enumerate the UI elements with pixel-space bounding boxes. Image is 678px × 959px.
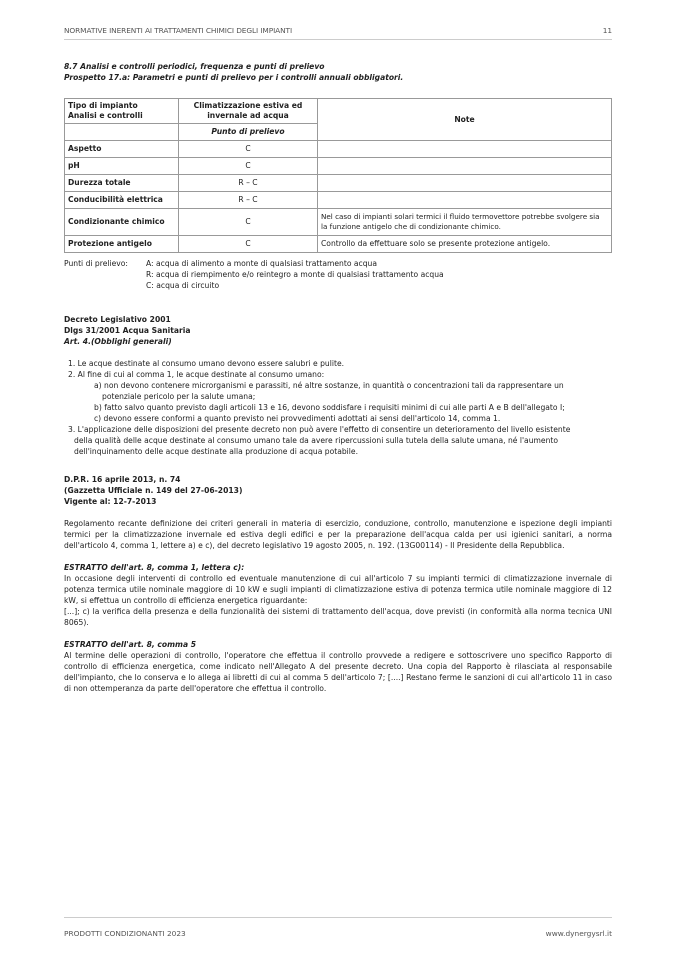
list-item: C: acqua di circuito [146,281,220,290]
header-divider [64,39,612,40]
section-heading [64,61,612,83]
list-item: 2. Al fine di cui al comma 1, le acque destinate al consumo umano: [68,370,325,379]
table-row: Conducibilità elettrica R – C [65,192,612,209]
footer-left: PRODOTTI CONDIZIONANTI 2023 [64,929,186,938]
list-item: 3. L'applicazione delle disposizioni del presente decreto non può avere l'effetto di consentire un deterioramento del livello esistente [68,425,571,434]
table-row: Durezza totale R – C [65,175,612,192]
section-title: 8.7 Analisi e controlli periodici, frequenza e punti di prelievo [64,62,325,71]
table-row: Aspetto C [65,141,612,158]
header-title: NORMATIVE INERENTI AI TRATTAMENTI CHIMICI DEGLI IMPIANTI [64,26,293,35]
parameters-table [64,98,612,253]
page-number: 11 [602,26,612,35]
dpr-intro: Regolamento recante definizione dei criteri generali in materia di esercizio, conduzione, controllo, manutenzione e ispezione degli impianti termici per la climatizzazione invernale ed estiva degli edifici e per la preparazione dell'acqua calda per usi igienici sanitari, a norma dell'articolo 4, comma 1, lettere a) e c), del decreto legislativo 19 agosto 2005, n. 192. (13G00114) - Il Presidente della Repubblica. [64,519,612,550]
table-header-row [65,99,612,124]
sampling-points-list [146,258,444,291]
sampling-points-label: Punti di prelievo: [64,259,128,268]
list-item: a) non devono contenere microrganismi e parassiti, né altre sostanze, in quantità o concentrazioni tali da rappresentare un [94,381,564,390]
table-row: Condizionante chimico C Nel caso di impianti solari termici il fluido termovettore potrebbe svolgere sia la funzione antigelo che di condizionante chimico. [65,209,612,236]
list-item: 1. Le acque destinate al consumo umano devono essere salubri e pulite. [68,359,345,368]
table-row: pH C [65,158,612,175]
header-col2: Climatizzazione estiva ed invernale ad acqua [179,99,318,124]
decreto-section: Decreto Legislativo 2001 Dlgs 31/2001 Acqua Sanitaria Art. 4.(Obblighi generali) 1. Le acque destinate al consumo umano devono essere salubri e pulite. 2. Al fine di cui al comma 1, le acque destinate al consumo umano: a) non devono contenere microrganismi e parassiti, né altre sostanze, in quantità o concentrazioni tali da rappresentare un potenziale pericolo per la salute umana; b) fatto salvo quanto previsto dagli articoli 13 e 16, devono soddisfare i requisiti minimi di cui alle parti A e B dell'allegato I; c) devono essere conformi a quanto previsto nei provvedimenti adottati ai sensi dell'articolo 14, comma 1. 3. L'applicazione delle disposizioni del presente decreto non può avere l'effetto di consentire un deterioramento del livello esistente della qualità delle acque destinate al consumo umano tale da avere ripercussioni sulla tutela della salute umana, né l'aumento dell'inquinamento delle acque destinate alla produzione di acqua potabile. [64,314,612,457]
header-col3: Note [318,99,612,141]
footer-divider [64,917,612,918]
list-item: A: acqua di alimento a monte di qualsiasi trattamento acqua [146,259,378,268]
list-item: c) devono essere conformi a quanto previsto nei provvedimenti adottati ai sensi dell'articolo 14, comma 1. [94,414,501,423]
extract-title: ESTRATTO dell'art. 8, comma 1, lettera c): [64,563,245,572]
page-header [64,25,612,36]
section-subtitle: Prospetto 17.a: Parametri e punti di prelievo per i controlli annuali obbligatori. [64,73,404,82]
page-footer [64,928,612,939]
table-row: Protezione antigelo C Controllo da effettuare solo se presente protezione antigelo. [65,236,612,253]
subheader-sampling-point: Punto di prelievo [179,124,318,141]
list-item: R: acqua di riempimento e/o reintegro a monte di qualsiasi trattamento acqua [146,270,444,279]
footer-website-link[interactable]: www.dynergysrl.it [545,929,612,938]
extract-title: ESTRATTO dell'art. 8, comma 5 [64,640,197,649]
list-item: b) fatto salvo quanto previsto dagli articoli 13 e 16, devono soddisfare i requisiti minimi di cui alle parti A e B dell'allegato I; [94,403,565,412]
header-col1: Tipo di impianto Analisi e controlli [65,99,179,124]
dpr-section: D.P.R. 16 aprile 2013, n. 74 (Gazzetta Ufficiale n. 149 del 27-06-2013) Vigente al: 12-7-2013 Regolamento recante definizione dei criteri generali in materia di esercizio, conduzione, controllo, manutenzione e ispezione degli impianti termici per la climatizzazione invernale ed estiva degli edifici e per la preparazione dell'acqua calda per usi igienici sanitari, a norma dell'articolo 4, comma 1, lettere a) e c), del decreto legislativo 19 agosto 2005, n. 192. (13G00114) - Il Presidente della Repubblica. ESTRATTO dell'art. 8, comma 1, lettera c): In occasione degli interventi di controllo ed eventuale manutenzione di cui all'articolo 7 su impianti termici di climatizzazione invernale di potenza termica utile nominale maggiore di 10 kW e sugli impianti di climatizzazione estiva di potenza termica utile nominale maggiore di 12 kW, si effettua un controllo di efficienza energetica riguardante: [...]; c) la verifica della presenza e della funzionalità dei sistemi di trattamento dell'acqua, dove previsti (in conformità alla norma tecnica UNI 8065). ESTRATTO dell'art. 8, comma 5 Al termine delle operazioni di controllo, l'operatore che effettua il controllo provvede a redigere e sottoscrivere uno specifico Rapporto di controllo di efficienza energetica, come indicato nell'Allegato A del presente decreto. Una copia del Rapporto è rilasciata al responsabile dell'impianto, che lo conserva e lo allega ai libretti di cui al comma 5 dell'articolo 7; [....] Restano ferme le sanzioni di cui all'articolo 11 in caso di non ottemperanza da parte dell'operatore che effettua il controllo. [64,475,612,693]
